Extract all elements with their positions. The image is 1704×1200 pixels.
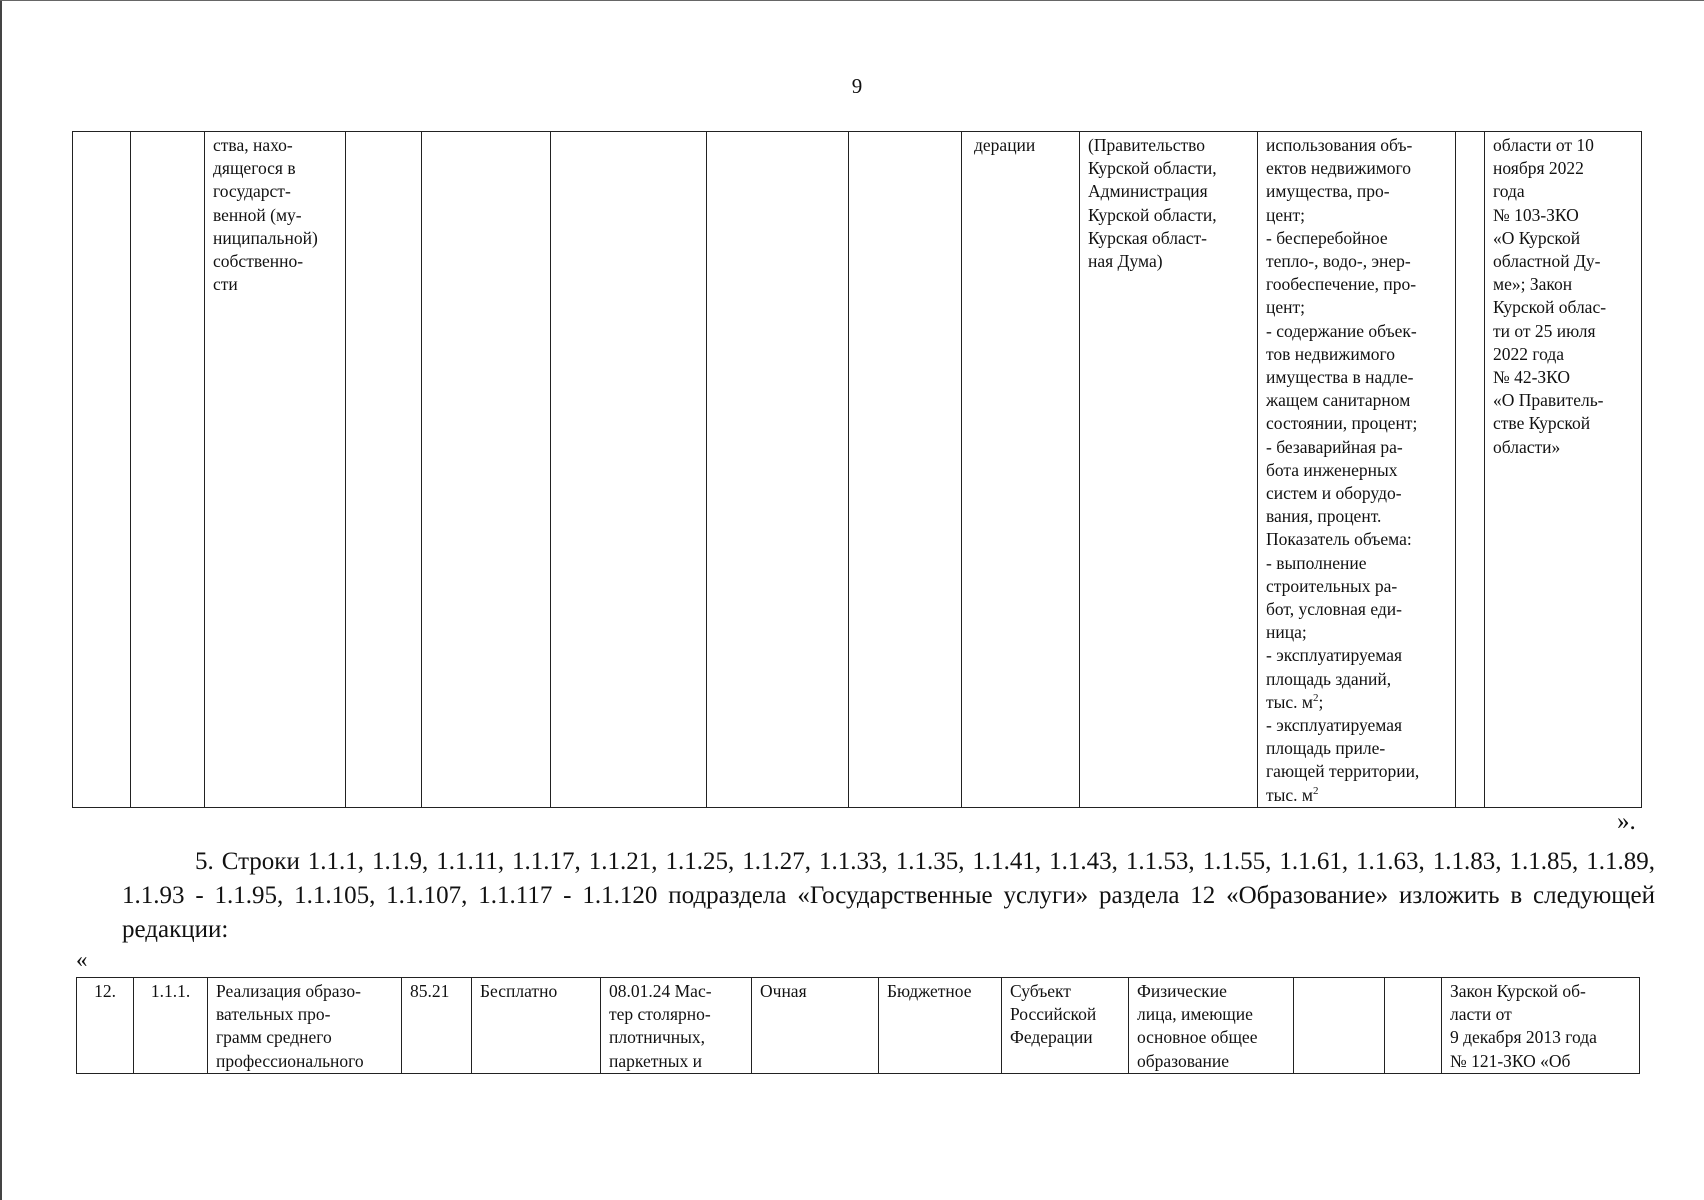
cell-empty bbox=[551, 132, 707, 808]
opening-quote: « bbox=[76, 947, 88, 972]
closing-quote: ». bbox=[1617, 808, 1636, 835]
cell-authorities: (Правительство Курской области, Администрация Курской области, Курская област- ная Дума) bbox=[1080, 132, 1258, 808]
cell-empty bbox=[849, 132, 962, 808]
superscript: 2 bbox=[1313, 692, 1319, 705]
cell-object-description: ства, нахо- дящегося в государст- венной (му- ниципальной) собственно- сти bbox=[205, 132, 346, 808]
cell-empty bbox=[1385, 978, 1442, 1074]
service-table bbox=[76, 977, 1640, 1074]
cell-quality-indicators bbox=[1258, 132, 1456, 808]
cell-section-number: 12. bbox=[77, 978, 134, 1074]
superscript: 2 bbox=[1313, 784, 1319, 797]
cell-institution-type: Бюджетное bbox=[879, 978, 1002, 1074]
cell-okved-code: 85.21 bbox=[402, 978, 472, 1074]
cell-empty bbox=[73, 132, 131, 808]
cell-empty bbox=[422, 132, 551, 808]
cell-payment: Бесплатно bbox=[472, 978, 601, 1074]
cell-federation: дерации bbox=[962, 132, 1080, 808]
cell-founder: Субъект Российской Федерации bbox=[1002, 978, 1129, 1074]
cell-empty bbox=[131, 132, 205, 808]
cell-empty bbox=[1294, 978, 1385, 1074]
cell-empty bbox=[707, 132, 849, 808]
continuation-table bbox=[72, 131, 1642, 808]
cell-specialty: 08.01.24 Мас- тер столярно- плотничных, паркетных и bbox=[601, 978, 752, 1074]
indicators-text: использования объ- ектов недвижимого имущества, про- цент; - бесперебойное тепло-, водо-, энер- гообеспечение, про- цент; - содержание объек- тов недвижимого имущества в надле- жащем санитарном состоянии, процент; - безаварийная ра- бота инженерных систем и оборудо- вания, процент. Показатель объема: - выполнение строительных ра- бот, условная еди- ница; - эксплуатируемая площадь зданий, тыс. м bbox=[1266, 135, 1418, 712]
indicators-text-cont: ; - эксплуатируемая площадь приле- гающей территории, тыс. м bbox=[1266, 691, 1420, 805]
amendment-paragraph: 5. Строки 1.1.1, 1.1.9, 1.1.11, 1.1.17, 1.1.21, 1.1.25, 1.1.27, 1.1.33, 1.1.35, 1.1.41, 1.1.43, 1.1.53, 1.1.55, 1.1.61, 1.1.63, 1.1.83, 1.1.85, 1.1.89, 1.1.93 - 1.1.95, 1.1.105, 1.1.107, 1.1.117 - 1.1.120 подраздела «Государственные услуги» раздела 12 «Образование» изложить в следующей редакции: bbox=[122, 848, 1655, 943]
table-row bbox=[73, 132, 1642, 808]
table-row bbox=[77, 978, 1640, 1074]
cell-service-name: Реализация образо- вательных про- грамм среднего профессионального bbox=[208, 978, 402, 1074]
cell-legal-acts: Закон Курской об- ласти от 9 декабря 2013 года № 121-ЗКО «Об bbox=[1442, 978, 1640, 1074]
cell-consumers: Физические лица, имеющие основное общее образование bbox=[1129, 978, 1294, 1074]
page-number: 9 bbox=[851, 74, 863, 98]
cell-form: Очная bbox=[752, 978, 879, 1074]
scan-edge bbox=[0, 0, 2, 1200]
cell-legal-acts: области от 10 ноября 2022 года № 103-ЗКО «О Курской областной Ду- ме»; Закон Курской облас- ти от 25 июля 2022 года № 42-ЗКО «О Правитель- стве Курской области» bbox=[1485, 132, 1642, 808]
cell-empty bbox=[1456, 132, 1485, 808]
cell-empty bbox=[346, 132, 422, 808]
cell-row-number: 1.1.1. bbox=[134, 978, 208, 1074]
scan-edge-top bbox=[0, 0, 1704, 1]
